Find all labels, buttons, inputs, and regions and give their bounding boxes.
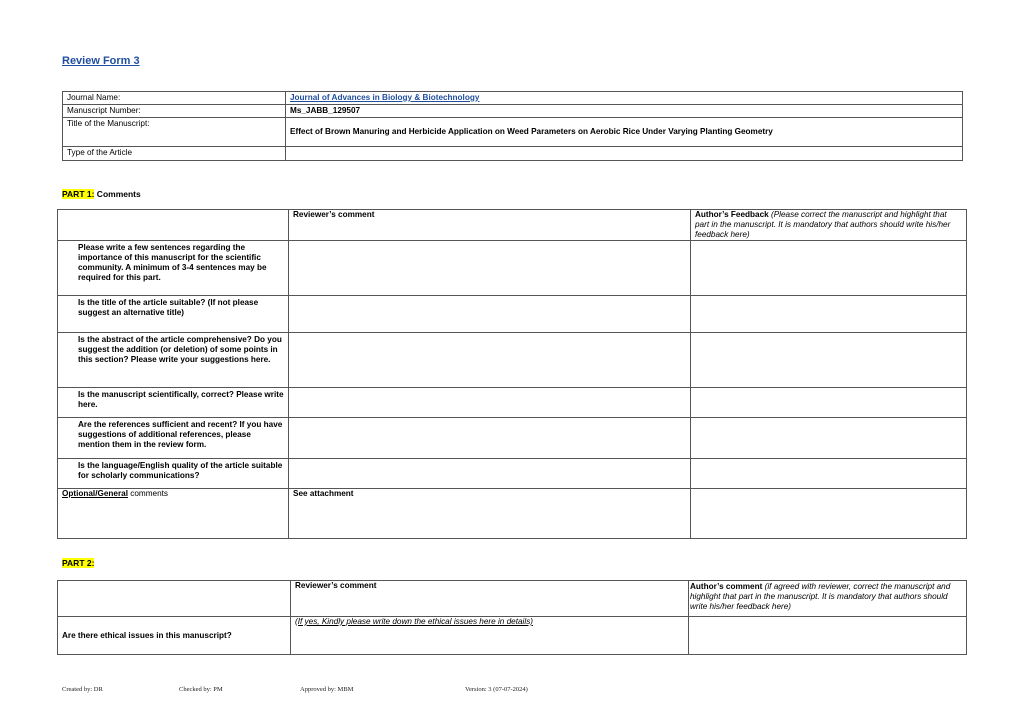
- manuscript-number-label: Manuscript Number:: [63, 105, 286, 118]
- question-importance: Please write a few sentences regarding the importance of this manuscript for the scientific community. A minimum of 3-4 sentences may be required for this part.: [58, 241, 289, 296]
- ethics-question: Are there ethical issues in this manuscript?: [58, 617, 291, 655]
- ethics-reviewer-hint: (If yes, Kindly please write down the ethical issues here in details): [295, 617, 534, 626]
- reviewer-comment-cell[interactable]: [289, 388, 691, 418]
- part2-heading: [62, 558, 94, 568]
- reviewer-comment-cell[interactable]: [289, 459, 691, 489]
- optional-general-bold: Optional/General: [62, 489, 128, 498]
- part1-heading: [62, 189, 141, 199]
- part2-author-header: [689, 581, 967, 617]
- author-feedback-cell[interactable]: [691, 459, 967, 489]
- part1-author-header: [691, 210, 967, 241]
- journal-name-label: Journal Name:: [63, 92, 286, 105]
- footer-version: Version: 3 (07-07-2024): [465, 686, 528, 693]
- part2-ethics-table: [57, 580, 967, 655]
- article-type-label: Type of the Article: [63, 147, 286, 161]
- reviewer-comment-cell[interactable]: [289, 296, 691, 333]
- form-title: Review Form 3: [62, 55, 140, 67]
- optional-general-suffix: comments: [127, 489, 169, 498]
- ethics-reviewer-cell[interactable]: [291, 617, 689, 655]
- manuscript-number-value: Ms_JABB_129507: [286, 105, 963, 118]
- author-feedback-cell[interactable]: [691, 418, 967, 459]
- part1-label: PART 1:: [62, 189, 95, 199]
- footer-created-by: Created by: DR: [62, 686, 103, 693]
- reviewer-comment-cell[interactable]: [289, 333, 691, 388]
- part1-reviewer-header: Reviewer’s comment: [289, 210, 691, 241]
- ethics-author-cell[interactable]: [689, 617, 967, 655]
- question-references: Are the references sufficient and recent? If you have suggestions of additional references, please mention them in the review form.: [58, 418, 289, 459]
- part2-header-blank: [58, 581, 291, 617]
- author-feedback-cell[interactable]: [691, 489, 967, 539]
- manuscript-info-table: [62, 91, 963, 161]
- question-language: Is the language/English quality of the article suitable for scholarly communications?: [58, 459, 289, 489]
- optional-general-label: [58, 489, 289, 539]
- part1-comments-table: [57, 209, 967, 539]
- reviewer-comment-cell[interactable]: [289, 418, 691, 459]
- optional-reviewer-comment[interactable]: See attachment: [289, 489, 691, 539]
- part1-label-suffix: Comments: [94, 189, 141, 199]
- part2-author-header-italic: (if agreed with reviewer, correct the manuscript and highlight that part in the manuscript. It is mandatory that authors should write his/her feedback here): [690, 582, 951, 611]
- question-title: Is the title of the article suitable? (If not please suggest an alternative title): [58, 296, 289, 333]
- question-scientific: Is the manuscript scientifically, correct? Please write here.: [58, 388, 289, 418]
- part1-author-header-italic: (Please correct the manuscript and highlight that part in the manuscript. It is mandatory that authors should write his/her feedback here): [695, 210, 951, 239]
- part2-reviewer-header: Reviewer’s comment: [291, 581, 689, 617]
- part2-author-header-bold: Author’s comment: [690, 582, 763, 591]
- manuscript-title-value: Effect of Brown Manuring and Herbicide Application on Weed Parameters on Aerobic Rice Under Varying Planting Geometry: [286, 118, 963, 147]
- manuscript-title-label: Title of the Manuscript:: [63, 118, 286, 147]
- author-feedback-cell[interactable]: [691, 296, 967, 333]
- reviewer-comment-cell[interactable]: [289, 241, 691, 296]
- article-type-value[interactable]: [286, 147, 963, 161]
- author-feedback-cell[interactable]: [691, 388, 967, 418]
- author-feedback-cell[interactable]: [691, 241, 967, 296]
- question-abstract: Is the abstract of the article comprehensive? Do you suggest the addition (or deletion) of some points in this section? Please write your suggestions here.: [58, 333, 289, 388]
- footer-approved-by: Approved by: MBM: [300, 686, 354, 693]
- part1-header-blank: [58, 210, 289, 241]
- part2-label: PART 2:: [62, 558, 95, 568]
- part1-author-header-bold: Author’s Feedback: [695, 210, 769, 219]
- author-feedback-cell[interactable]: [691, 333, 967, 388]
- journal-name-link[interactable]: Journal of Advances in Biology & Biotechnology: [290, 93, 480, 102]
- footer-checked-by: Checked by: PM: [179, 686, 223, 693]
